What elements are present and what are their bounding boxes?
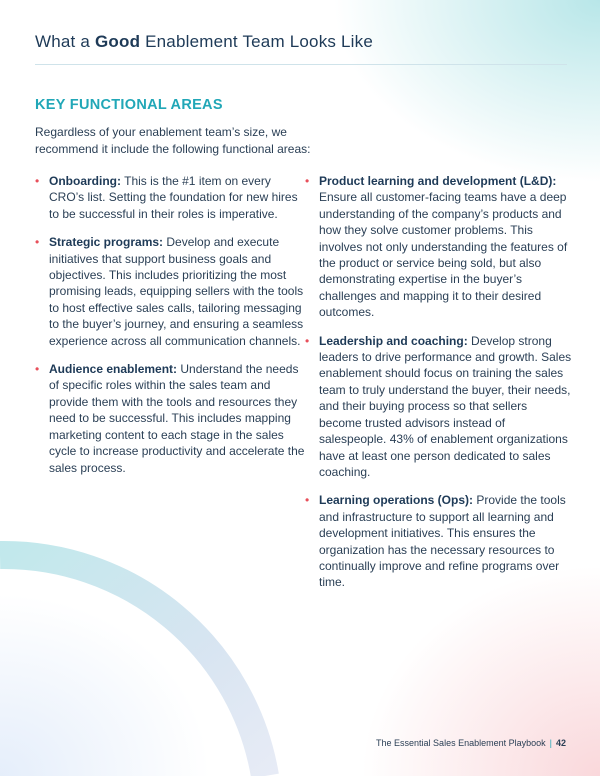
bullet-icon: • [305, 493, 310, 508]
item-text: Understand the needs of specific roles within the sales team and provide them with the tools and resources they need to be successful. This includes mapping marketing content to each stage in the sales cycle to increase productivity and accelerate the sales process. [49, 362, 305, 475]
title-prefix: What a [35, 32, 95, 51]
bullet-icon: • [305, 174, 310, 188]
list-item-strategic-programs [35, 234, 305, 349]
section-intro: Regardless of your enablement team’s size, we recommend it include the following functional areas: [35, 125, 311, 156]
item-term: Strategic programs: [49, 235, 164, 250]
page-title [35, 32, 373, 52]
bullet-icon: • [35, 235, 40, 250]
item-text: This is the #1 item on every CRO’s list. Setting the foundation for new hires to be successful in their roles is imperative. [49, 174, 298, 221]
title-bold-word: Good [94, 32, 141, 51]
list-item-leadership-coaching [305, 333, 573, 481]
bullet-icon: • [305, 333, 310, 348]
item-text: Develop strong leaders to drive performance and growth. Sales enablement should focus on training the sales team to truly understand the buyer, their needs, and their buying process so that sellers become trusted advisors instead of salespeople. 43% of enablement organizations have at least one person dedicated to sales coaching. [319, 333, 572, 479]
item-text: Ensure all customer-facing teams have a deep understanding of the company’s products and how they solve customer problems. This involves not only understanding the features of the product or service being sold, but also demonstrating expertise in the buyer’s challenges and mapping it to their desired outcomes. [319, 190, 568, 320]
footer-separator: | [549, 738, 552, 748]
list-item-learning-operations [305, 492, 573, 590]
list-item-onboarding [35, 173, 305, 222]
bullet-icon: • [35, 174, 40, 188]
page-footer [376, 738, 566, 748]
title-suffix: Enablement Team Looks Like [140, 32, 374, 51]
header-divider [35, 64, 567, 65]
list-item-audience-enablement [35, 361, 305, 476]
page-number: 42 [555, 738, 566, 748]
item-term: Audience enablement: [49, 362, 178, 377]
footer-book-title: The Essential Sales Enablement Playbook [376, 738, 546, 748]
section-heading: KEY FUNCTIONAL AREAS [35, 97, 223, 113]
item-term: Product learning and development (L&D): [319, 174, 557, 188]
item-text: Develop and execute initiatives that support business goals and objectives. This includes prioritizing the most promising leads, equipping sellers with the tools to host effective sales calls, tailoring messaging to the buyer’s journey, and ensuring a seamless experience across all communication channels. [49, 235, 304, 348]
right-column-list [305, 173, 573, 603]
left-column-list [35, 173, 305, 488]
item-term: Learning operations (Ops): [319, 493, 474, 508]
bullet-icon: • [35, 362, 40, 377]
item-term: Leadership and coaching: [319, 333, 468, 348]
list-item-product-learning [305, 173, 573, 321]
item-text: Provide the tools and infrastructure to support all learning and development initiatives. This ensures the organization has the necessary resources to continually improve and refine programs over time. [319, 493, 566, 590]
item-term: Onboarding: [49, 174, 121, 188]
